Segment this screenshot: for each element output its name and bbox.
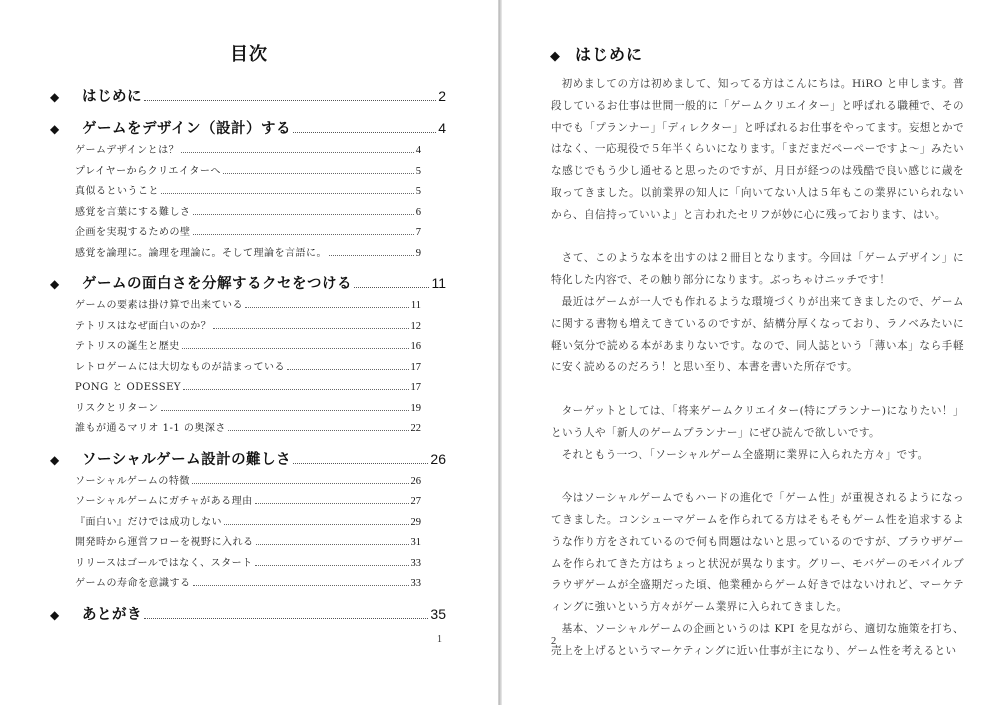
dot-leader (224, 523, 409, 525)
toc-page-number: 33 (410, 578, 421, 589)
toc-section-label: プレイヤーからクリエイターへ (75, 165, 221, 177)
toc-section-label: ソーシャルゲームの特徴 (75, 475, 190, 487)
toc-page-number: 6 (415, 206, 421, 218)
toc-section-entry[interactable] (50, 378, 421, 399)
toc-page-number: 9 (415, 247, 421, 259)
dot-leader (329, 254, 414, 256)
toc-page-number: 4 (438, 120, 446, 136)
page-number: 2 (551, 636, 557, 647)
paragraph-gap (551, 379, 964, 401)
chapter-gap (50, 595, 446, 601)
toc-page-number: 27 (410, 496, 421, 507)
diamond-bullet-icon: ◆ (50, 90, 60, 104)
toc-section-label: 真似るということ (75, 186, 159, 197)
dot-leader (183, 388, 409, 390)
dot-leader (193, 233, 414, 235)
dot-leader (354, 286, 429, 288)
toc-page-number: 22 (410, 423, 421, 434)
toc-chapter-entry[interactable] (50, 117, 446, 141)
toc-section-label: テトリスの誕生と歴史 (75, 341, 180, 352)
dot-leader (161, 192, 414, 194)
toc-section-entry[interactable] (50, 358, 421, 379)
dot-leader (293, 462, 428, 464)
paragraph: 基本、ソーシャルゲームの企画というのは KPI を見ながら、適切な施策を打ち、売上を上げるというマーケティングに近い仕事が主になり、ゲーム性を考えるとい (551, 622, 964, 657)
toc-section-label: 『面白い』だけでは成功しない (75, 516, 222, 528)
toc-section-entry[interactable] (50, 223, 421, 244)
toc-section-entry[interactable] (50, 141, 421, 162)
toc-page-number: 4 (415, 145, 421, 156)
toc-page-number: 29 (410, 516, 421, 528)
diamond-bullet-icon: ◆ (50, 277, 60, 291)
toc-section-entry[interactable] (50, 554, 421, 575)
toc-page-number: 31 (410, 537, 421, 548)
paragraph-gap (551, 227, 964, 249)
dot-leader (161, 409, 409, 411)
paragraph: 最近はゲームが一人でも作れるような環境づくりが出来てきましたので、ゲームに関する書物も増えてきているのですが、結構分厚くなっており、ラノベみたいに軽い気分で読める本があまりないです。なので、同人誌という「薄い本」なら手軽に安く読めるのだろう！と思い至り、本書を書いた所存です。 (551, 295, 964, 374)
dot-leader (181, 151, 414, 153)
toc-section-entry[interactable] (50, 296, 421, 317)
dot-leader (255, 502, 409, 504)
dot-leader (228, 429, 409, 431)
toc-chapter-entry[interactable] (50, 272, 446, 296)
diamond-bullet-icon: ◆ (50, 452, 60, 467)
toc-chapter-entry[interactable] (50, 448, 446, 472)
toc-section-label: リリースはゴールではなく、スタート (75, 557, 253, 569)
toc-page-number: 5 (415, 186, 421, 197)
section-heading-text: はじめに (575, 45, 644, 64)
dot-leader (144, 617, 428, 619)
toc-chapter-label: はじめに (82, 89, 142, 105)
toc-section-entry[interactable] (50, 182, 421, 203)
toc-page-number: 19 (410, 402, 421, 414)
toc-section-entry[interactable] (50, 513, 421, 534)
toc-section-label: ゲームデザインとは？ (75, 145, 180, 156)
toc-section-label: 感覚を論理に。論理を理論に。そして理論を言語に。 (75, 247, 327, 259)
page-number: 1 (437, 634, 442, 645)
toc-page-number: 17 (410, 361, 421, 373)
toc-page-number: 7 (415, 227, 421, 238)
toc-section-label: 開発時から運営フローを視野に入れる (75, 537, 254, 548)
table-of-contents (50, 83, 446, 627)
toc-page-number: 11 (431, 275, 446, 291)
toc-section-label: 企画を実現するための壁 (75, 227, 191, 238)
dot-leader (192, 482, 409, 484)
toc-page-number: 26 (410, 475, 421, 487)
dot-leader (255, 564, 409, 566)
toc-title: 目次 (230, 44, 268, 65)
toc-page-number: 5 (415, 165, 421, 177)
dot-leader (182, 347, 409, 349)
toc-section-entry[interactable] (50, 317, 421, 338)
toc-section-entry[interactable] (50, 492, 421, 513)
paragraph-gap (551, 466, 964, 488)
toc-section-label: PONG と ODESSEY (75, 382, 181, 393)
paragraph: 今はソーシャルゲームでもハードの進化で「ゲーム性」が重視されるようになってきました。コンシューマゲームを作られてる方はそもそもゲーム性を追求するような作り方をされているので何も問題はないと思っているのですが、ブラウザゲームを作られてきた方はちょっと状況が異なります。グリー、モバゲーのモバイルブラウザゲームが全盛期だった頃、他業種からゲーム好きではないけれど、マーケティングに強いという方々がゲーム業界に入られてきました。 (551, 492, 964, 614)
chapter-gap (50, 440, 446, 446)
toc-section-label: ゲームの要素は掛け算で出来ている (75, 300, 243, 311)
toc-chapter-label: ゲームの面白さを分解するクセをつける (82, 276, 352, 292)
diamond-bullet-icon: ◆ (550, 49, 561, 64)
paragraph: それともう一つ､「ソーシャルゲーム全盛期に業界に入られた方々」です。 (561, 448, 929, 461)
diamond-bullet-icon: ◆ (50, 122, 60, 136)
dot-leader (256, 543, 409, 545)
toc-page-number: 35 (430, 605, 446, 622)
paragraph: さて、このような本を出すのは２冊目となります。今回は「ゲームデザイン」に特化した内容で、その触り部分になります。ぶっちゃけニッチです！ (551, 252, 964, 287)
dot-leader (287, 368, 409, 370)
dot-leader (144, 99, 436, 101)
toc-section-label: ソーシャルゲームにガチャがある理由 (75, 496, 253, 507)
toc-section-entry[interactable] (50, 203, 421, 224)
diamond-bullet-icon: ◆ (50, 607, 60, 622)
toc-section-entry[interactable] (50, 472, 421, 493)
toc-section-entry[interactable] (50, 244, 421, 265)
toc-section-entry[interactable] (50, 533, 421, 554)
dot-leader (245, 306, 409, 308)
toc-chapter-entry[interactable] (50, 85, 446, 109)
toc-section-entry[interactable] (50, 574, 421, 595)
toc-page (0, 0, 498, 705)
dot-leader (293, 131, 436, 133)
toc-section-label: 誰もが通るマリオ 1-1 の奥深さ (75, 423, 226, 434)
toc-chapter-label: あとがき (82, 606, 142, 623)
body-text (551, 74, 964, 663)
toc-page-number: 11 (410, 300, 421, 311)
toc-section-entry[interactable] (50, 162, 421, 183)
toc-chapter-label: ソーシャルゲーム設計の難しさ (82, 451, 292, 468)
toc-page-number: 2 (438, 88, 446, 104)
chapter-gap (50, 109, 446, 115)
toc-chapter-entry[interactable] (50, 603, 446, 627)
dot-leader (213, 327, 408, 329)
toc-page-number: 33 (410, 557, 421, 569)
toc-section-label: レトロゲームには大切なものが詰まっている (75, 361, 285, 373)
chapter-gap (50, 264, 446, 270)
toc-chapter-label: ゲームをデザイン（設計）する (82, 121, 291, 137)
toc-page-number: 12 (410, 320, 421, 332)
dot-leader (193, 584, 409, 586)
toc-section-label: テトリスはなぜ面白いのか？ (75, 320, 212, 332)
toc-section-label: 感覚を言葉にする難しさ (75, 206, 191, 218)
toc-section-entry[interactable] (50, 419, 421, 440)
dot-leader (223, 172, 414, 174)
toc-page-number: 17 (410, 382, 421, 393)
section-heading (550, 42, 643, 65)
toc-section-label: ゲームの寿命を意識する (75, 578, 191, 589)
toc-page-number: 16 (410, 341, 421, 352)
toc-section-entry[interactable] (50, 399, 421, 420)
dot-leader (193, 213, 414, 215)
toc-page-number: 26 (430, 450, 446, 467)
toc-section-label: リスクとリターン (75, 402, 159, 414)
toc-section-entry[interactable] (50, 337, 421, 358)
paragraph: 初めましての方は初めまして、知ってる方はこんにちは。HiRO と申します。普段しているお仕事は世間一般的に「ゲームクリエイター」と呼ばれる職種で、その中でも「プランナー」「ディレクター」と呼ばれるお仕事をやってます。妄想とかではなく、一応現役で５年半くらいになります。「まだまだペーペーですよ～」みたいな感じでもう少し通せると思ったのですが、月日が経つのは残酷で良い感じに歳を取ってきました。以前業界の知人に「向いてない人は５年もこの業界にいられないから、自信持っていいよ」と言われたセリフが妙に心に残っております、はい。 (551, 78, 964, 221)
paragraph: ターゲットとしては､「将来ゲームクリエイター(特にプランナー)になりたい！」という人や「新人のゲームプランナー」にぜひ読んで欲しいです。 (551, 404, 964, 439)
